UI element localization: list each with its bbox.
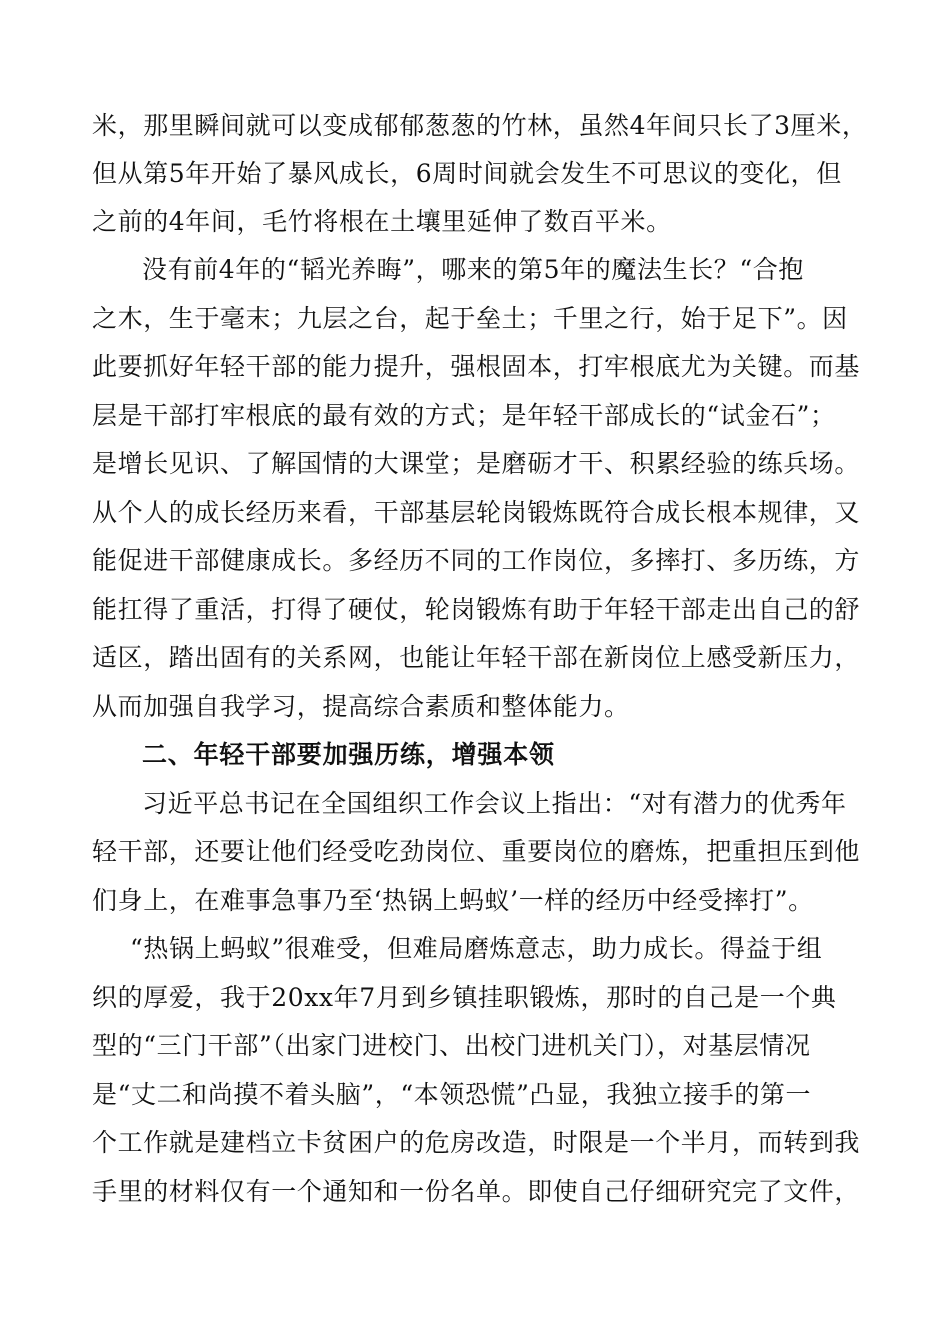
text-line: 但从第5年开始了暴风成长，6周时间就会发生不可思议的变化，但: [92, 159, 842, 188]
text-line: 型的“三门干部”（出家门进校门、出校门进机关门），对基层情况: [92, 1031, 811, 1060]
text-line: 轻干部，还要让他们经受吃劲岗位、重要岗位的磨炼，把重担压到他: [92, 837, 861, 866]
section-heading: 二、年轻干部要加强历练，增强本领: [142, 740, 555, 769]
text-line: 手里的材料仅有一个通知和一份名单。即使自己仔细研究完了文件，: [92, 1177, 861, 1206]
text-line: 米，那里瞬间就可以变成郁郁葱葱的竹林，虽然4年间只长了3厘米，: [92, 111, 868, 140]
text-line: 们身上，在难事急事乃至‘热锅上蚂蚁’一样的经历中经受摔打”。: [92, 886, 814, 915]
text-line: 从个人的成长经历来看，干部基层轮岗锻炼既符合成长根本规律，又: [92, 498, 861, 527]
text-line: 能促进干部健康成长。多经历不同的工作岗位，多摔打、多历练，方: [92, 546, 861, 575]
text-line: 之前的4年间，毛竹将根在土壤里延伸了数百平米。: [92, 207, 672, 236]
text-line: 是“丈二和尚摸不着头脑”，“本领恐慌”凸显，我独立接手的第一: [92, 1080, 812, 1109]
text-line: 层是干部打牢根底的最有效的方式；是年轻干部成长的“试金石”；: [92, 401, 836, 430]
text-line: 适区，踏出固有的关系网，也能让年轻干部在新岗位上感受新压力，: [92, 643, 861, 672]
text-line: 个工作就是建档立卡贫困户的危房改造，时限是一个半月，而转到我: [92, 1128, 861, 1157]
text-line: 是增长见识、了解国情的大课堂；是磨砺才干、积累经验的练兵场。: [92, 449, 861, 478]
text-line: “热锅上蚂蚁”很难受，但难局磨炼意志，助力成长。得益于组: [130, 934, 823, 963]
text-line: 从而加强自我学习，提高综合素质和整体能力。: [92, 692, 630, 721]
text-line: 之木，生于毫末；九层之台，起于垒土；千里之行，始于足下”。因: [92, 304, 848, 333]
text-line: 织的厚爱，我于20xx年7月到乡镇挂职锻炼，那时的自己是一个典: [92, 983, 837, 1012]
text-line: 能扛得了重活，打得了硬仗，轮岗锻炼有助于年轻干部走出自己的舒: [92, 595, 861, 624]
text-line: 习近平总书记在全国组织工作会议上指出：“对有潜力的优秀年: [142, 789, 847, 818]
text-line: 没有前4年的“韬光养晦”，哪来的第5年的魔法生长？“合抱: [142, 255, 804, 284]
text-line: 此要抓好年轻干部的能力提升，强根固本，打牢根底尤为关键。而基: [92, 352, 861, 381]
